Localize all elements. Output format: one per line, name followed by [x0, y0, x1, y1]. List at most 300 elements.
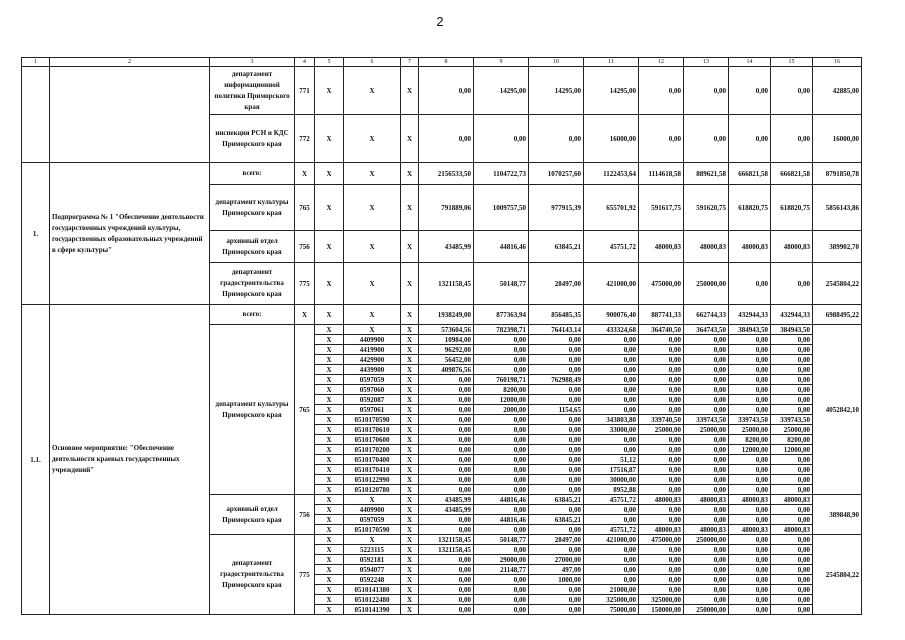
value-cell-col15: 0,00 — [771, 385, 813, 395]
value-cell-col14: 48000,83 — [729, 495, 771, 505]
value-cell-col13: 339743,50 — [684, 415, 729, 425]
value-cell-col12: 591617,75 — [639, 185, 684, 231]
value-cell-col12: 0,00 — [639, 115, 684, 163]
organization-cell: всего: — [210, 305, 295, 325]
value-cell-col13: 25000,00 — [684, 425, 729, 435]
value-cell-col11: 0,00 — [584, 355, 639, 365]
value-cell-col8: 0,00 — [419, 385, 474, 395]
value-cell-col11: 0,00 — [584, 375, 639, 385]
value-cell-col15: 48000,83 — [771, 231, 813, 263]
value-cell-col10: 856485,35 — [529, 305, 584, 325]
x-cell: X — [401, 555, 419, 565]
x-cell: X — [315, 67, 344, 115]
value-cell-col13: 250000,00 — [684, 535, 729, 545]
value-cell-col13: 0,00 — [684, 445, 729, 455]
x-cell: X — [315, 375, 344, 385]
value-cell-col8: 1321158,45 — [419, 535, 474, 545]
value-cell-col10: 27000,00 — [529, 555, 584, 565]
x-cell: X — [315, 505, 344, 515]
value-cell-col11: 45751,72 — [584, 231, 639, 263]
value-cell-col12: 0,00 — [639, 485, 684, 495]
value-cell-col15: 0,00 — [771, 515, 813, 525]
value-cell-col15: 0,00 — [771, 455, 813, 465]
value-cell-col12: 48000,83 — [639, 525, 684, 535]
value-cell-col13: 0,00 — [684, 595, 729, 605]
value-cell-col13: 591620,75 — [684, 185, 729, 231]
value-cell-col13: 364743,50 — [684, 325, 729, 335]
value-cell-col9: 1009757,50 — [474, 185, 529, 231]
value-cell-col15: 0,00 — [771, 365, 813, 375]
value-cell-col10: 0,00 — [529, 345, 584, 355]
value-cell-col13: 0,00 — [684, 485, 729, 495]
value-cell-col15: 0,00 — [771, 465, 813, 475]
value-cell-col15: 0,00 — [771, 115, 813, 163]
value-cell-col10: 0,00 — [529, 395, 584, 405]
x-cell: X — [401, 565, 419, 575]
value-cell-col11: 421000,00 — [584, 535, 639, 545]
value-cell-col10: 0,00 — [529, 465, 584, 475]
kbk-cell: X — [344, 495, 401, 505]
value-cell-col9: 0,00 — [474, 465, 529, 475]
x-cell: X — [315, 185, 344, 231]
value-cell-col13: 662744,33 — [684, 305, 729, 325]
value-cell-col8: 1321158,45 — [419, 263, 474, 305]
x-cell: X — [401, 435, 419, 445]
kbk-cell: 0510170600 — [344, 435, 401, 445]
value-cell-col14: 0,00 — [729, 485, 771, 495]
value-cell-col10: 0,00 — [529, 415, 584, 425]
value-cell-col12: 25000,00 — [639, 425, 684, 435]
value-cell-col10: 0,00 — [529, 485, 584, 495]
value-cell-col14: 0,00 — [729, 535, 771, 545]
value-cell-col13: 0,00 — [684, 405, 729, 415]
kbk-cell: 0510170610 — [344, 425, 401, 435]
value-cell-col8: 573604,56 — [419, 325, 474, 335]
value-cell-col12: 0,00 — [639, 475, 684, 485]
total-cell: 42885,00 — [813, 67, 862, 115]
x-cell: X — [344, 305, 401, 325]
value-cell-col13: 0,00 — [684, 545, 729, 555]
value-cell-col13: 48000,83 — [684, 231, 729, 263]
kbk-cell: 5223115 — [344, 545, 401, 555]
empty-number-cell — [22, 67, 50, 163]
value-cell-col8: 0,00 — [419, 595, 474, 605]
value-cell-col15: 0,00 — [771, 535, 813, 545]
value-cell-col14: 0,00 — [729, 555, 771, 565]
total-cell: 4052842,10 — [813, 325, 862, 495]
value-cell-col15: 0,00 — [771, 485, 813, 495]
value-cell-col13: 0,00 — [684, 335, 729, 345]
x-cell: X — [315, 305, 344, 325]
value-cell-col8: 0,00 — [419, 605, 474, 615]
value-cell-col10: 0,00 — [529, 605, 584, 615]
value-cell-col10: 0,00 — [529, 435, 584, 445]
column-number-cell: 4 — [295, 58, 315, 67]
value-cell-col15: 48000,83 — [771, 525, 813, 535]
x-cell: X — [401, 335, 419, 345]
value-cell-col11: 14295,00 — [584, 67, 639, 115]
kbk-cell: 0597061 — [344, 405, 401, 415]
value-cell-col14: 0,00 — [729, 385, 771, 395]
value-cell-col8: 43485,99 — [419, 495, 474, 505]
value-cell-col15: 0,00 — [771, 475, 813, 485]
value-cell-col15: 0,00 — [771, 263, 813, 305]
kbk-cell: 4409900 — [344, 505, 401, 515]
total-cell: 6988495,22 — [813, 305, 862, 325]
column-number-cell: 7 — [401, 58, 419, 67]
value-cell-col14: 0,00 — [729, 565, 771, 575]
value-cell-col8: 0,00 — [419, 425, 474, 435]
value-cell-col12: 0,00 — [639, 385, 684, 395]
value-cell-col8: 1321158,45 — [419, 545, 474, 555]
value-cell-col8: 0,00 — [419, 515, 474, 525]
value-cell-col11: 0,00 — [584, 545, 639, 555]
value-cell-col8: 0,00 — [419, 375, 474, 385]
x-cell: X — [315, 555, 344, 565]
value-cell-col14: 0,00 — [729, 67, 771, 115]
value-cell-col12: 0,00 — [639, 445, 684, 455]
code-cell: 765 — [295, 185, 315, 231]
value-cell-col15: 0,00 — [771, 595, 813, 605]
value-cell-col10: 0,00 — [529, 115, 584, 163]
kbk-cell: 0510170200 — [344, 445, 401, 455]
kbk-cell: 0510141390 — [344, 605, 401, 615]
value-cell-col8: 0,00 — [419, 485, 474, 495]
column-number-cell: 11 — [584, 58, 639, 67]
value-cell-col12: 339740,50 — [639, 415, 684, 425]
column-number-cell: 9 — [474, 58, 529, 67]
value-cell-col11: 0,00 — [584, 405, 639, 415]
value-cell-col11: 0,00 — [584, 445, 639, 455]
code-cell: X — [295, 163, 315, 185]
column-number-cell: 1 — [22, 58, 50, 67]
x-cell: X — [315, 585, 344, 595]
code-cell: 756 — [295, 231, 315, 263]
x-cell: X — [401, 305, 419, 325]
value-cell-col11: 45751,72 — [584, 525, 639, 535]
value-cell-col14: 0,00 — [729, 375, 771, 385]
value-cell-col14: 0,00 — [729, 345, 771, 355]
x-cell: X — [401, 465, 419, 475]
value-cell-col15: 0,00 — [771, 375, 813, 385]
code-cell: 771 — [295, 67, 315, 115]
kbk-cell: 4429900 — [344, 355, 401, 365]
table-row — [22, 305, 862, 325]
x-cell: X — [401, 231, 419, 263]
value-cell-col10: 1000,00 — [529, 575, 584, 585]
x-cell: X — [315, 485, 344, 495]
x-cell: X — [401, 545, 419, 555]
value-cell-col12: 0,00 — [639, 575, 684, 585]
value-cell-col12: 150000,00 — [639, 605, 684, 615]
value-cell-col8: 0,00 — [419, 115, 474, 163]
x-cell: X — [401, 525, 419, 535]
item-title-cell: Основное мероприятие: "Обеспечение деятельности краевых государственных учреждений" — [50, 305, 210, 615]
value-cell-col8: 0,00 — [419, 415, 474, 425]
value-cell-col11: 0,00 — [584, 435, 639, 445]
column-numbers-row — [22, 58, 862, 67]
x-cell: X — [315, 495, 344, 505]
x-cell: X — [315, 435, 344, 445]
x-cell: X — [401, 263, 419, 305]
value-cell-col9: 0,00 — [474, 545, 529, 555]
empty-title-cell — [50, 67, 210, 163]
value-cell-col13: 0,00 — [684, 345, 729, 355]
value-cell-col10: 1154,65 — [529, 405, 584, 415]
value-cell-col15: 0,00 — [771, 355, 813, 365]
x-cell: X — [315, 163, 344, 185]
value-cell-col11: 433324,68 — [584, 325, 639, 335]
value-cell-col11: 0,00 — [584, 565, 639, 575]
value-cell-col10: 63845,21 — [529, 515, 584, 525]
x-cell: X — [315, 115, 344, 163]
x-cell: X — [344, 185, 401, 231]
x-cell: X — [401, 595, 419, 605]
value-cell-col14: 0,00 — [729, 515, 771, 525]
value-cell-col9: 0,00 — [474, 355, 529, 365]
organization-cell: архивный отдел Приморского края — [210, 495, 295, 535]
value-cell-col11: 0,00 — [584, 575, 639, 585]
organization-cell: архивный отдел Приморского края — [210, 231, 295, 263]
x-cell: X — [315, 455, 344, 465]
value-cell-col12: 475000,00 — [639, 263, 684, 305]
value-cell-col9: 0,00 — [474, 115, 529, 163]
x-cell: X — [344, 231, 401, 263]
value-cell-col14: 0,00 — [729, 595, 771, 605]
column-number-cell: 6 — [344, 58, 401, 67]
x-cell: X — [344, 67, 401, 115]
value-cell-col11: 45751,72 — [584, 495, 639, 505]
table-body — [22, 58, 862, 615]
value-cell-col12: 48000,83 — [639, 495, 684, 505]
x-cell: X — [315, 425, 344, 435]
item-number-cell: 1. — [22, 163, 50, 305]
value-cell-col15: 339743,50 — [771, 415, 813, 425]
value-cell-col13: 0,00 — [684, 375, 729, 385]
value-cell-col8: 0,00 — [419, 455, 474, 465]
total-cell: 389902,70 — [813, 231, 862, 263]
value-cell-col9: 21148,77 — [474, 565, 529, 575]
value-cell-col14: 0,00 — [729, 263, 771, 305]
value-cell-col10: 0,00 — [529, 425, 584, 435]
value-cell-col14: 339743,50 — [729, 415, 771, 425]
value-cell-col8: 0,00 — [419, 565, 474, 575]
column-number-cell: 16 — [813, 58, 862, 67]
value-cell-col15: 0,00 — [771, 605, 813, 615]
x-cell: X — [315, 595, 344, 605]
value-cell-col11: 0,00 — [584, 335, 639, 345]
x-cell: X — [315, 605, 344, 615]
value-cell-col13: 0,00 — [684, 395, 729, 405]
value-cell-col11: 1122453,64 — [584, 163, 639, 185]
value-cell-col15: 0,00 — [771, 505, 813, 515]
value-cell-col9: 782398,71 — [474, 325, 529, 335]
value-cell-col13: 0,00 — [684, 585, 729, 595]
x-cell: X — [315, 575, 344, 585]
kbk-cell: 0510170590 — [344, 525, 401, 535]
value-cell-col13: 0,00 — [684, 365, 729, 375]
value-cell-col10: 0,00 — [529, 585, 584, 595]
value-cell-col8: 0,00 — [419, 555, 474, 565]
code-cell: 756 — [295, 495, 315, 535]
value-cell-col10: 977915,39 — [529, 185, 584, 231]
value-cell-col15: 666821,58 — [771, 163, 813, 185]
value-cell-col11: 0,00 — [584, 345, 639, 355]
x-cell: X — [401, 163, 419, 185]
value-cell-col15: 0,00 — [771, 345, 813, 355]
value-cell-col8: 0,00 — [419, 475, 474, 485]
value-cell-col13: 0,00 — [684, 515, 729, 525]
value-cell-col13: 0,00 — [684, 465, 729, 475]
value-cell-col13: 0,00 — [684, 385, 729, 395]
value-cell-col13: 48000,83 — [684, 525, 729, 535]
value-cell-col15: 0,00 — [771, 565, 813, 575]
value-cell-col12: 0,00 — [639, 585, 684, 595]
x-cell: X — [401, 535, 419, 545]
value-cell-col12: 325000,00 — [639, 595, 684, 605]
organization-cell: департамент градостроительства Приморского края — [210, 535, 295, 615]
value-cell-col10: 0,00 — [529, 595, 584, 605]
value-cell-col8: 0,00 — [419, 575, 474, 585]
x-cell: X — [315, 545, 344, 555]
value-cell-col9: 44816,46 — [474, 231, 529, 263]
value-cell-col12: 0,00 — [639, 355, 684, 365]
kbk-cell: 0597059 — [344, 375, 401, 385]
value-cell-col10: 497,00 — [529, 565, 584, 575]
value-cell-col12: 0,00 — [639, 455, 684, 465]
value-cell-col9: 1104722,73 — [474, 163, 529, 185]
x-cell: X — [315, 385, 344, 395]
value-cell-col12: 887741,33 — [639, 305, 684, 325]
value-cell-col10: 0,00 — [529, 505, 584, 515]
value-cell-col10: 0,00 — [529, 475, 584, 485]
value-cell-col13: 0,00 — [684, 505, 729, 515]
value-cell-col9: 44816,46 — [474, 515, 529, 525]
value-cell-col12: 0,00 — [639, 335, 684, 345]
value-cell-col15: 0,00 — [771, 405, 813, 415]
kbk-cell: 0510141380 — [344, 585, 401, 595]
value-cell-col12: 0,00 — [639, 435, 684, 445]
value-cell-col10: 1070257,60 — [529, 163, 584, 185]
value-cell-col10: 28497,00 — [529, 263, 584, 305]
x-cell: X — [401, 345, 419, 355]
value-cell-col13: 0,00 — [684, 455, 729, 465]
value-cell-col13: 0,00 — [684, 475, 729, 485]
value-cell-col9: 0,00 — [474, 335, 529, 345]
value-cell-col14: 666821,58 — [729, 163, 771, 185]
value-cell-col11: 51,12 — [584, 455, 639, 465]
x-cell: X — [315, 565, 344, 575]
value-cell-col10: 0,00 — [529, 365, 584, 375]
value-cell-col12: 0,00 — [639, 395, 684, 405]
x-cell: X — [401, 455, 419, 465]
x-cell: X — [344, 115, 401, 163]
x-cell: X — [344, 163, 401, 185]
value-cell-col12: 475000,00 — [639, 535, 684, 545]
x-cell: X — [401, 445, 419, 455]
x-cell: X — [401, 185, 419, 231]
kbk-cell: 0597060 — [344, 385, 401, 395]
value-cell-col14: 618820,75 — [729, 185, 771, 231]
total-cell: 389848,90 — [813, 495, 862, 535]
value-cell-col15: 0,00 — [771, 395, 813, 405]
value-cell-col9: 0,00 — [474, 455, 529, 465]
value-cell-col14: 0,00 — [729, 605, 771, 615]
x-cell: X — [315, 535, 344, 545]
value-cell-col8: 56452,00 — [419, 355, 474, 365]
value-cell-col14: 0,00 — [729, 405, 771, 415]
value-cell-col15: 618820,75 — [771, 185, 813, 231]
value-cell-col8: 409876,56 — [419, 365, 474, 375]
value-cell-col10: 764143,14 — [529, 325, 584, 335]
value-cell-col9: 0,00 — [474, 605, 529, 615]
value-cell-col9: 0,00 — [474, 345, 529, 355]
x-cell: X — [401, 395, 419, 405]
value-cell-col15: 0,00 — [771, 555, 813, 565]
kbk-cell: 0510170410 — [344, 465, 401, 475]
value-cell-col9: 0,00 — [474, 585, 529, 595]
value-cell-col8: 10984,00 — [419, 335, 474, 345]
x-cell: X — [315, 525, 344, 535]
kbk-cell: 0510122990 — [344, 475, 401, 485]
value-cell-col11: 343803,80 — [584, 415, 639, 425]
value-cell-col9: 8200,00 — [474, 385, 529, 395]
x-cell: X — [401, 375, 419, 385]
x-cell: X — [401, 355, 419, 365]
value-cell-col9: 12000,00 — [474, 395, 529, 405]
x-cell: X — [315, 465, 344, 475]
value-cell-col15: 432944,33 — [771, 305, 813, 325]
total-cell: 2545804,22 — [813, 263, 862, 305]
value-cell-col14: 0,00 — [729, 335, 771, 345]
x-cell: X — [401, 515, 419, 525]
kbk-cell: 0510122480 — [344, 595, 401, 605]
value-cell-col15: 0,00 — [771, 585, 813, 595]
organization-cell: департамент культуры Приморского края — [210, 325, 295, 495]
value-cell-col13: 0,00 — [684, 575, 729, 585]
kbk-cell: X — [344, 325, 401, 335]
value-cell-col10: 0,00 — [529, 545, 584, 555]
kbk-cell: 4419900 — [344, 345, 401, 355]
value-cell-col10: 0,00 — [529, 355, 584, 365]
value-cell-col10: 28497,00 — [529, 535, 584, 545]
value-cell-col11: 0,00 — [584, 515, 639, 525]
x-cell: X — [401, 475, 419, 485]
code-cell: 772 — [295, 115, 315, 163]
value-cell-col9: 50148,77 — [474, 535, 529, 545]
value-cell-col8: 2156533,50 — [419, 163, 474, 185]
value-cell-col8: 0,00 — [419, 435, 474, 445]
value-cell-col11: 0,00 — [584, 555, 639, 565]
value-cell-col14: 0,00 — [729, 365, 771, 375]
value-cell-col10: 0,00 — [529, 445, 584, 455]
x-cell: X — [401, 605, 419, 615]
table-row — [22, 67, 862, 115]
value-cell-col14: 8200,00 — [729, 435, 771, 445]
organization-cell: департамент культуры Приморского края — [210, 185, 295, 231]
value-cell-col12: 0,00 — [639, 345, 684, 355]
x-cell: X — [315, 325, 344, 335]
x-cell: X — [401, 585, 419, 595]
value-cell-col9: 0,00 — [474, 485, 529, 495]
organization-cell: всего: — [210, 163, 295, 185]
value-cell-col9: 0,00 — [474, 575, 529, 585]
value-cell-col8: 43485,99 — [419, 231, 474, 263]
value-cell-col13: 250000,00 — [684, 263, 729, 305]
value-cell-col14: 25000,00 — [729, 425, 771, 435]
organization-cell: департамент информационной политики Приморского края — [210, 67, 295, 115]
value-cell-col13: 0,00 — [684, 115, 729, 163]
